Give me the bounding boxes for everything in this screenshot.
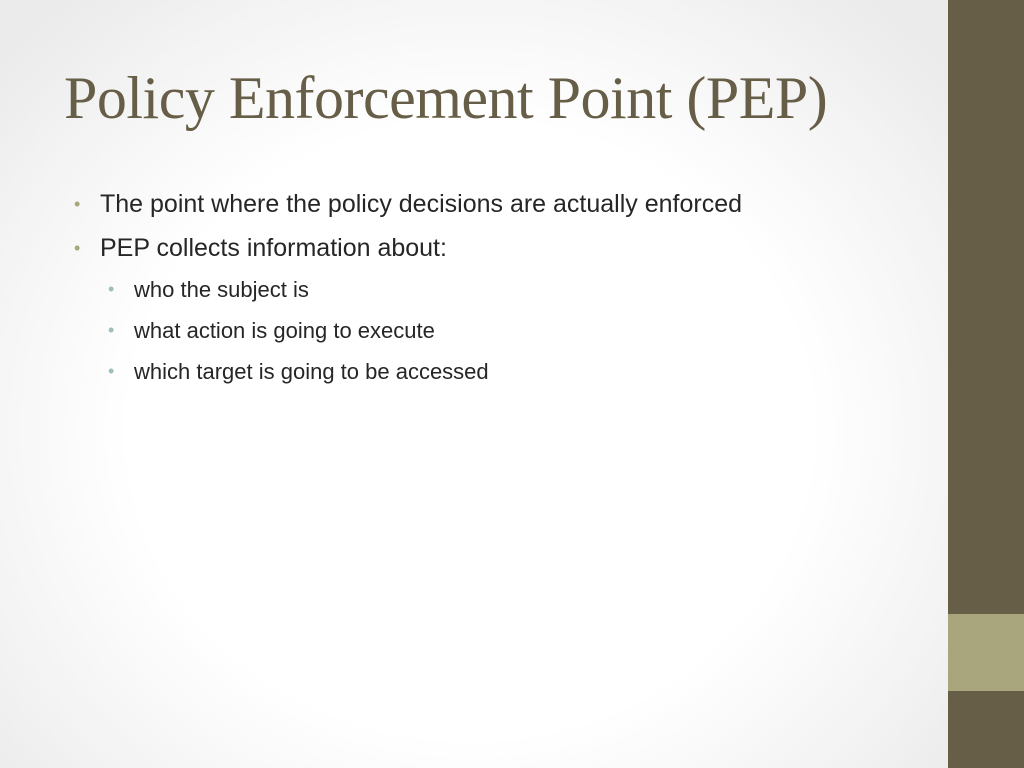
slide-title: Policy Enforcement Point (PEP)	[64, 65, 828, 131]
bullet-icon: •	[74, 238, 81, 258]
bullet-icon: •	[74, 194, 81, 214]
sub-bullet-text: who the subject is	[134, 277, 309, 302]
sub-bullet-item	[106, 315, 932, 347]
sub-bullet-icon: •	[108, 361, 115, 381]
bullet-list	[72, 186, 932, 397]
sub-bullet-icon: •	[108, 279, 115, 299]
sidebar-accent-block	[948, 614, 1024, 691]
sub-bullet-item	[106, 274, 932, 306]
sub-bullet-text: which target is going to be accessed	[134, 359, 489, 384]
bullet-text: The point where the policy decisions are actually enforced	[100, 190, 743, 218]
sub-bullet-icon: •	[108, 320, 115, 340]
bullet-item	[72, 186, 932, 222]
bullet-text: PEP collects information about:	[100, 234, 447, 262]
sub-bullet-text: what action is going to execute	[134, 318, 435, 343]
bullet-item	[72, 230, 932, 266]
sub-bullet-item	[106, 356, 932, 388]
